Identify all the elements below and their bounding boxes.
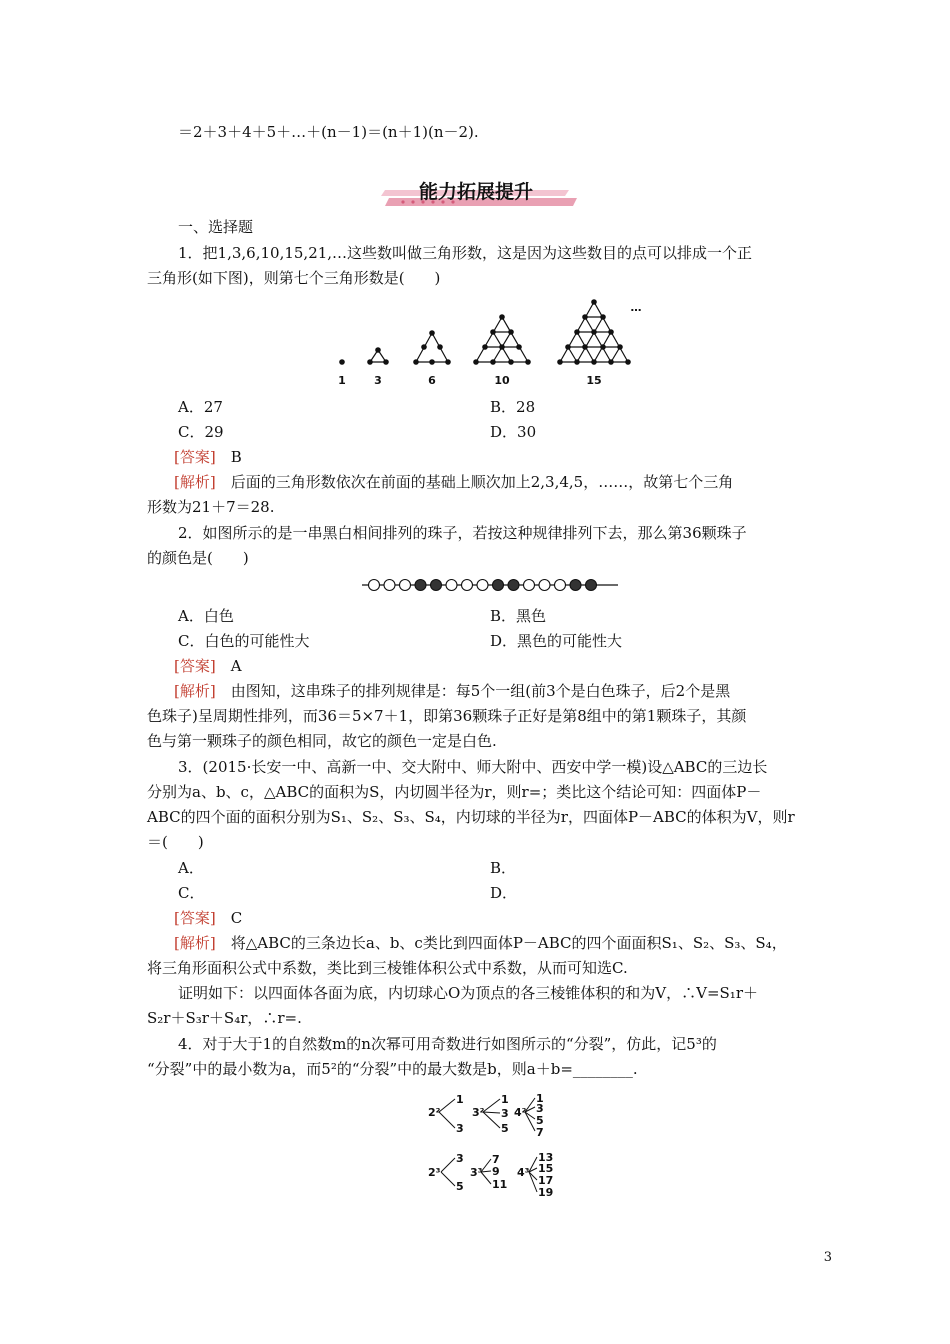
answer-tag: [答案] xyxy=(174,657,216,675)
q1-option-a: A．27 xyxy=(178,398,223,416)
split-value: 1 xyxy=(536,1092,544,1105)
answer-value: A xyxy=(230,657,242,675)
q1-line2: 三角形(如下图)，则第七个三角形数是( ) xyxy=(147,269,441,287)
base-4-3: 4³ xyxy=(517,1166,530,1179)
section-heading: 一、选择题 xyxy=(178,218,254,236)
white-bead xyxy=(384,580,395,591)
section-banner-text: 能力拓展提升 xyxy=(418,181,534,203)
q2-analysis-line3: 色与第一颗珠子的颜色相同，故它的颜色一定是白色. xyxy=(147,732,497,750)
power-split-figure xyxy=(425,1090,575,1210)
base-3-2: 3² xyxy=(472,1106,485,1119)
black-bead xyxy=(508,580,519,591)
fig-label-6: 6 xyxy=(428,374,436,387)
white-bead xyxy=(477,580,488,591)
white-bead xyxy=(462,580,473,591)
q4-line1: 4．对于大于1的自然数m的n次幂可用奇数进行如图所示的“分裂”，仿此，记5³的 xyxy=(178,1035,717,1053)
q3-option-a: A． xyxy=(178,859,204,877)
fig-label-10: 10 xyxy=(494,374,510,387)
answer-value: B xyxy=(230,448,242,466)
analysis-tag: [解析] xyxy=(174,682,216,700)
answer-value: C xyxy=(230,909,243,927)
q3-line3: ABC的四个面的面积分别为S₁、S₂、S₃、S₄，内切球的半径为r，四面体P－ABC的体积为V，则r xyxy=(147,808,795,826)
q1-analysis-line2: 形数为21＋7＝28. xyxy=(147,498,275,516)
split-value: 7 xyxy=(536,1126,544,1139)
q1-line1: 1．把1,3,6,10,15,21,…这些数叫做三角形数，这是因为这些数目的点可以排成一个正 xyxy=(178,244,753,262)
split-value: 1 xyxy=(456,1093,464,1106)
q1-option-c: C．29 xyxy=(178,423,224,441)
split-value: 7 xyxy=(492,1153,500,1166)
split-value: 19 xyxy=(538,1186,554,1199)
q1-option-b: B．28 xyxy=(490,398,536,416)
page-number: 3 xyxy=(823,1250,832,1265)
q2-option-a: A．白色 xyxy=(178,607,234,625)
q3-line4: ＝( ) xyxy=(147,833,204,851)
split-value: 1 xyxy=(501,1093,509,1106)
black-bead xyxy=(570,580,581,591)
q3-proof-line2: S₂r＋S₃r＋S₄r，∴r=. xyxy=(147,1009,302,1027)
q2-option-b: B．黑色 xyxy=(490,607,547,625)
white-bead xyxy=(524,580,535,591)
q2-option-c: C．白色的可能性大 xyxy=(178,632,310,650)
split-value: 5 xyxy=(501,1122,509,1135)
q3-proof-line1: 证明如下：以四面体各面为底，内切球心O为顶点的各三棱锥体积的和为V，∴V=S₁r＋ xyxy=(178,984,758,1002)
black-bead xyxy=(431,580,442,591)
split-value: 3 xyxy=(536,1102,544,1115)
fig-ellipsis: … xyxy=(630,301,642,314)
q2-analysis-line1: [解析] 由图知，这串珠子的排列规律是：每5个一组(前3个是白色珠子，后2个是黑 xyxy=(174,682,731,700)
q3-option-c: C． xyxy=(178,884,205,902)
base-4-2: 4² xyxy=(514,1106,527,1119)
base-2-2: 2² xyxy=(428,1106,441,1119)
split-value: 5 xyxy=(536,1114,544,1127)
white-bead xyxy=(400,580,411,591)
q3-line1: 3．(2015·长安一中、高新一中、交大附中、师大附中、西安中学一模)设△ABC的三边长 xyxy=(178,758,768,776)
analysis-tag: [解析] xyxy=(174,934,216,952)
q1-option-d: D．30 xyxy=(490,423,537,441)
split-value: 5 xyxy=(456,1180,464,1193)
white-bead xyxy=(369,580,380,591)
section-banner xyxy=(373,176,579,212)
q2-answer xyxy=(174,656,242,676)
split-value: 3 xyxy=(456,1152,464,1165)
answer-tag: [答案] xyxy=(174,448,216,466)
white-bead xyxy=(555,580,566,591)
base-3-3: 3³ xyxy=(470,1166,483,1179)
split-value: 3 xyxy=(501,1107,509,1120)
top-formula: ＝2＋3＋4＋5＋…＋(n－1)＝(n＋1)(n－2). xyxy=(178,123,479,141)
answer-tag: [答案] xyxy=(174,909,216,927)
split-value: 11 xyxy=(492,1178,508,1191)
fig-label-1: 1 xyxy=(338,374,346,387)
q4-line2: “分裂”中的最小数为a，而5²的“分裂”中的最大数是b，则a＋b=________. xyxy=(147,1060,638,1078)
q2-analysis-line2: 色珠子)呈周期性排列，而36＝5×7＋1，即第36颗珠子正好是第8组中的第1颗珠子，其颜 xyxy=(147,707,747,725)
white-bead xyxy=(539,580,550,591)
black-bead xyxy=(493,580,504,591)
base-2-3: 2³ xyxy=(428,1166,441,1179)
black-bead xyxy=(415,580,426,591)
q3-analysis-line2: 将三角形面积公式中系数，类比到三棱锥体积公式中系数，从而可知选C. xyxy=(147,959,628,977)
q2-line1: 2．如图所示的是一串黑白相间排列的珠子，若按这种规律排列下去，那么第36颗珠子 xyxy=(178,524,747,542)
fig-label-15: 15 xyxy=(586,374,602,387)
fig-label-3: 3 xyxy=(374,374,382,387)
split-value: 15 xyxy=(538,1162,554,1175)
split-value: 9 xyxy=(492,1165,500,1178)
q1-answer xyxy=(174,447,242,467)
split-value: 13 xyxy=(538,1151,554,1164)
q1-analysis-line1: [解析] 后面的三角形数依次在前面的基础上顺次加上2,3,4,5，……，故第七个三角 xyxy=(174,473,734,491)
q3-line2: 分别为a、b、c，△ABC的面积为S，内切圆半径为r，则r=；类比这个结论可知：四面体P－ xyxy=(147,783,762,801)
q2-line2: 的颜色是( ) xyxy=(147,549,249,567)
q3-option-d: D． xyxy=(490,884,518,902)
analysis-tag: [解析] xyxy=(174,473,216,491)
q3-option-b: B． xyxy=(490,859,517,877)
black-bead xyxy=(586,580,597,591)
q3-analysis-line1: [解析] 将△ABC的三条边长a、b、c类比到四面体P－ABC的四个面面积S₁、S₂、S₃、S₄， xyxy=(174,934,787,952)
split-value: 17 xyxy=(538,1174,554,1187)
triangular-numbers-figure xyxy=(330,295,650,390)
q3-answer xyxy=(174,908,242,928)
q2-option-d: D．黑色的可能性大 xyxy=(490,632,623,650)
bead-string-figure xyxy=(360,575,620,595)
split-value: 3 xyxy=(456,1122,464,1135)
white-bead xyxy=(446,580,457,591)
